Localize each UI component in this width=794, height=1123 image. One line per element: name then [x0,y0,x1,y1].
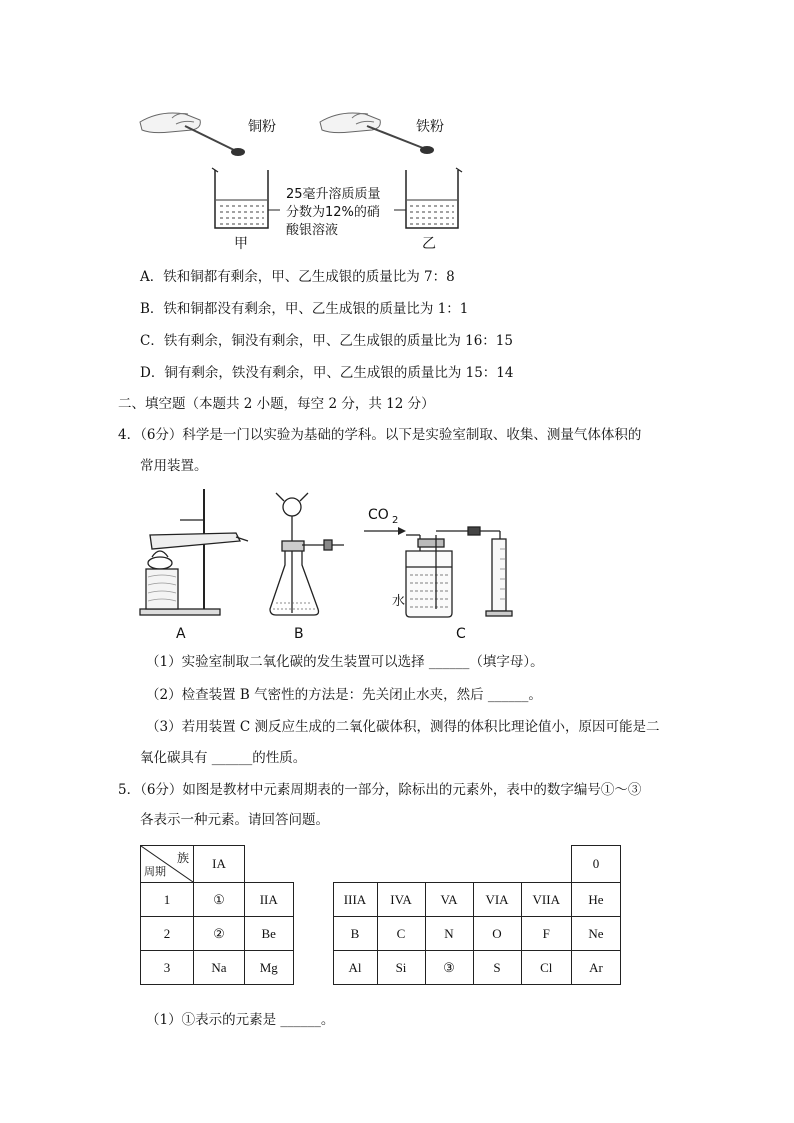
q4-sub-2: （2）检查装置 B 气密性的方法是：先关闭止水夹，然后 ______。 [146,687,542,703]
option-c: C．铁有剩余，铜没有剩余，甲、乙生成银的质量比为 16：15 [140,333,513,349]
apparatus-c [406,527,512,617]
cell-3-1: Na [194,951,245,985]
cell-3-3: Al [333,951,377,985]
left-spoon [185,126,234,150]
q4-line-2: 常用装置。 [140,458,208,474]
left-spoon-bowl [231,148,245,156]
option-d: D．铜有剩余，铁没有剩余，甲、乙生成银的质量比为 15：14 [140,365,514,381]
cell-3-7: Cl [521,951,572,985]
header-group: 族 [176,851,189,865]
apparatus-figure [130,485,530,645]
cell-2-7: F [521,917,572,951]
cell-3-8: Ar [572,951,621,985]
option-b: B．铁和铜都没有剩余，甲、乙生成银的质量比为 1：1 [140,301,469,317]
q5-sub-1: （1）①表示的元素是 ______。 [146,1012,335,1028]
apparatus-b [270,493,344,615]
label-a: A [176,626,186,642]
cell-2-8: Ne [572,917,621,951]
co2-subscript: 2 [392,515,399,526]
cell-2-1: ② [194,917,245,951]
cell-1-6: VIA [473,883,521,917]
cell-2-3: B [333,917,377,951]
cell-3-4: Si [377,951,425,985]
label-b: B [294,626,304,642]
cell-1-2: IIA [245,883,294,917]
cell-2-4: C [377,917,425,951]
cell-3-5: ③ [425,951,473,985]
cell-1-8: He [572,883,621,917]
q4-sub-3a: （3）若用装置 C 测反应生成的二氧化碳体积，测得的体积比理论值小，原因可能是二 [146,719,660,735]
apparatus-a [140,489,248,615]
period-2: 2 [141,917,194,951]
cell-1-4: IVA [377,883,425,917]
q4-line-1: 4．（6分）科学是一门以实验为基础的学科。以下是实验室制取、收集、测量气体体积的 [118,427,642,443]
right-beaker [394,168,462,228]
header-period: 周期 [144,866,166,878]
label-c: C [456,626,466,642]
cell-3-2: Mg [245,951,294,985]
table-corner-cell [141,846,194,883]
right-spoon-bowl [420,146,434,154]
cell-2-6: O [473,917,521,951]
cell-1-7: VIIA [521,883,572,917]
right-beaker-label: 乙 [422,236,436,252]
left-powder-label: 铜粉 [248,119,276,135]
cell-ia: IA [194,846,245,883]
cell-2-2: Be [245,917,294,951]
section-2-title: 二、填空题（本题共 2 小题，每空 2 分，共 12 分） [118,396,435,412]
cell-3-6: S [473,951,521,985]
cell-1-3: IIIA [333,883,377,917]
q5-line-2: 各表示一种元素。请回答问题。 [140,812,329,828]
beaker-figure [130,100,470,260]
period-3: 3 [141,951,194,985]
cell-1-1: ① [194,883,245,917]
co2-label: CO [368,507,389,523]
q4-sub-1: （1）实验室制取二氧化碳的发生装置可以选择 ______（填字母）。 [146,654,544,670]
q5-line-1: 5．（6分）如图是教材中元素周期表的一部分，除标出的元素外，表中的数字编号①～③ [118,782,642,798]
cell-zero: 0 [572,846,621,883]
left-beaker [212,168,280,228]
solution-line-2: 分数为12%的硝 [286,205,380,220]
right-spoon [367,126,423,148]
solution-line-3: 酸银溶液 [286,223,339,238]
solution-line-1: 25毫升溶质质量 [286,187,381,202]
water-label: 水 [392,594,406,609]
periodic-table [140,845,621,985]
period-1: 1 [141,883,194,917]
arrow-icon [364,527,406,535]
left-beaker-label: 甲 [234,236,248,252]
right-powder-label: 铁粉 [416,119,444,135]
q4-sub-3b: 氧化碳具有 ______的性质。 [140,750,307,766]
cell-2-5: N [425,917,473,951]
cell-1-5: VA [425,883,473,917]
right-hand-icon [320,113,380,133]
option-a: A．铁和铜都有剩余，甲、乙生成银的质量比为 7：8 [140,269,455,285]
